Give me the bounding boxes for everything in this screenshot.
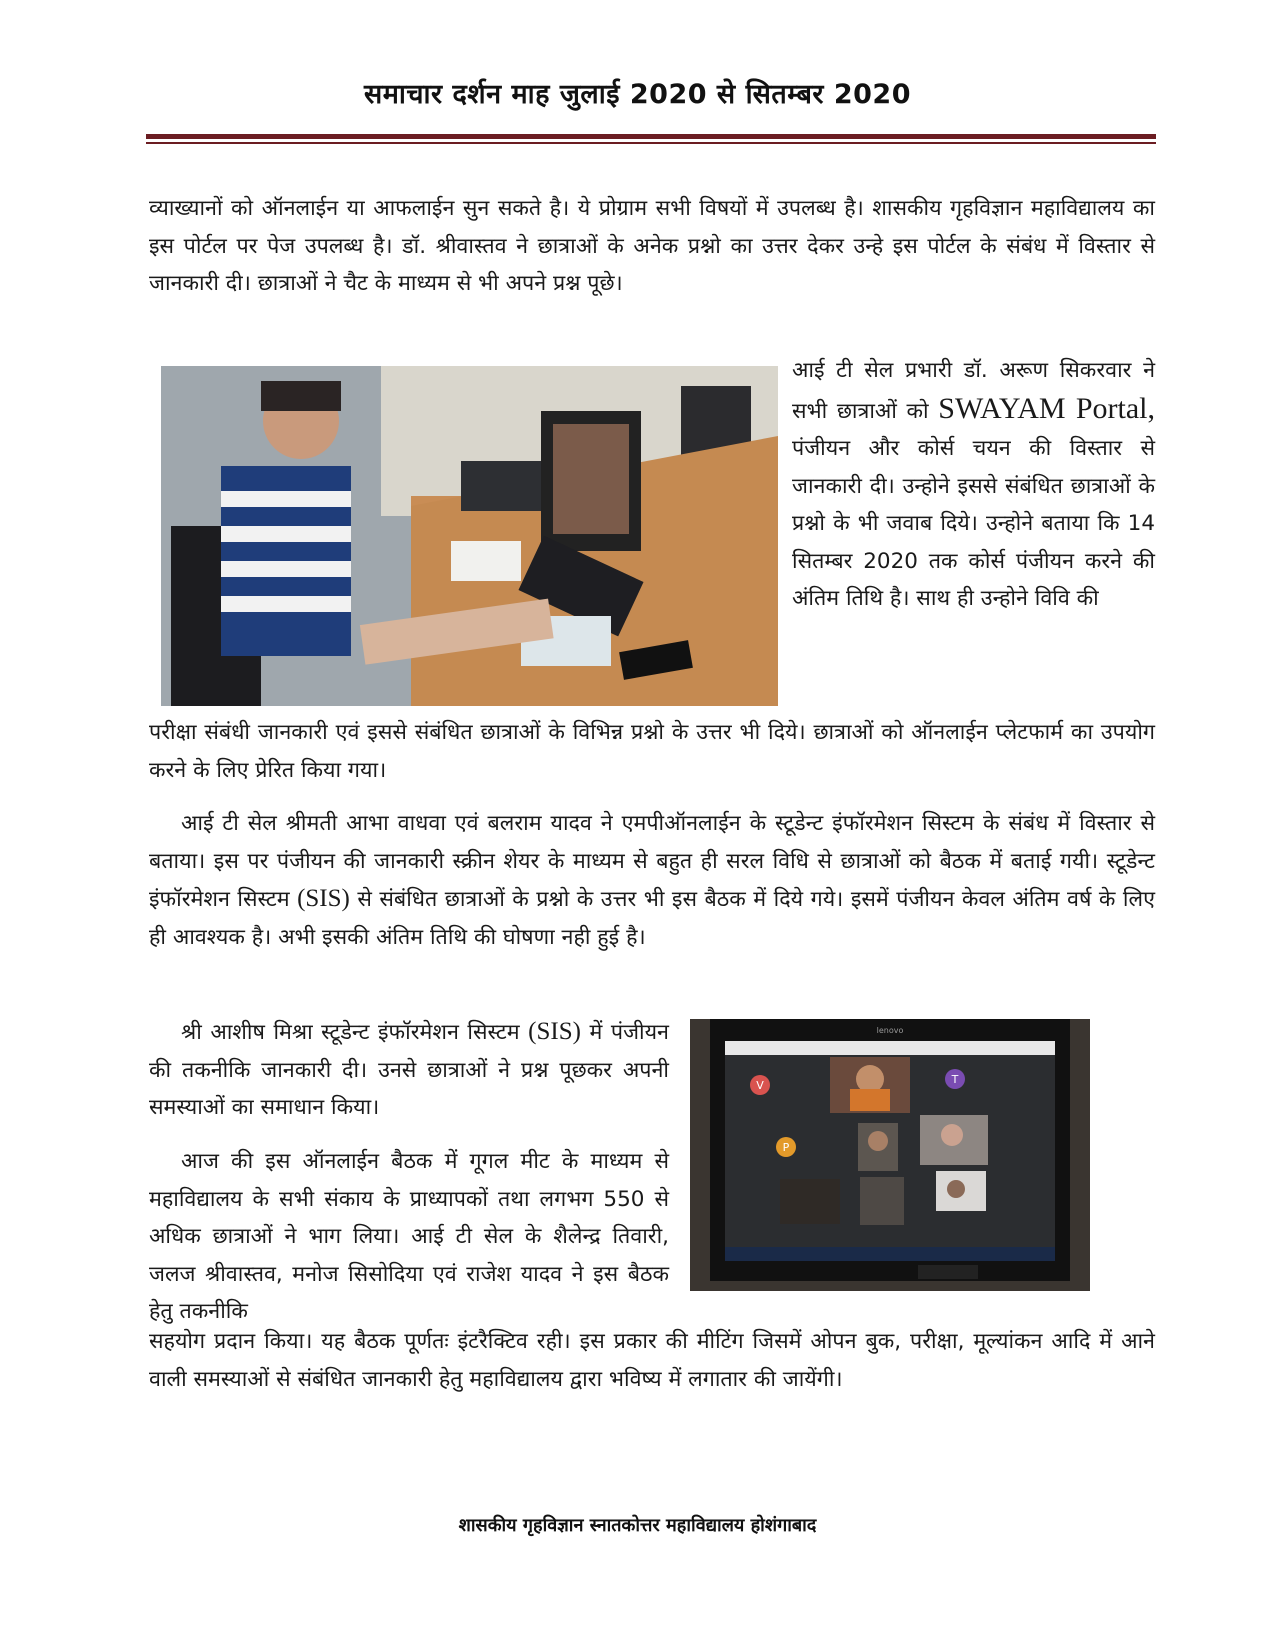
paragraph-5-text-a: आज की इस ऑनलाईन बैठक में गूगल मीट के माध्यम से महाविद्यालय के सभी संकाय के प्राध्यापकों तथा लगभग 550 से अधिक छात्राओं ने भाग लिया। आई टी सेल के शैलेन्द्र तिवारी, जलज श्रीवास्तव, मनोज सिसोदिया एवं राजेश यादव ने इस बैठक हेतु तकनीकि [149, 1149, 669, 1324]
paragraph-2-intro: आई टी सेल प्रभारी डॉ. अरूण सिकरवार ने सभी छात्राओं को [792, 358, 1155, 424]
monitor-brand: lenovo [876, 1026, 904, 1035]
paragraph-2-body: पंजीयन और कोर्स चयन की विस्तार से जानकारी दी। उन्होने इससे संबंधित छात्राओं के प्रश्नो के भी जवाब दिये। उन्होने बताया कि 14 सितम्बर 2020 तक कोर्स पंजीयन करने की अंतिम तिथि है। साथ ही उन्होने विवि की [792, 436, 1155, 611]
tile-letter-t: T [951, 1073, 959, 1086]
header-rule-thick [146, 134, 1156, 139]
paragraph-2-side [792, 352, 1155, 618]
paragraph-1: व्याख्यानों को ऑनलाईन या आफलाईन सुन सकते है। ये प्रोग्राम सभी विषयों में उपलब्ध है। शासकीय गृहविज्ञान महाविद्यालय का इस पोर्टल पर पेज उपलब्ध है। डॉ. श्रीवास्तव ने छात्राओं के अनेक प्रश्नो का उत्तर देकर उन्हे इस पोर्टल के संबंध में विस्तार से जानकारी दी। छात्राओं ने चैट के माध्यम से भी अपने प्रश्न पूछे। [149, 196, 1155, 296]
photo-it-cell-session [161, 366, 778, 706]
swayam-portal-text: SWAYAM Portal, [938, 391, 1155, 425]
footer-college-name: शासकीय गृहविज्ञान स्नातकोत्तर महाविद्यालय होशंगाबाद [458, 1515, 817, 1536]
paragraph-4-text-a: श्री आशीष मिश्रा स्टूडेन्ट इंफॉरमेशन सिस्टम [181, 1020, 520, 1045]
paragraph-4 [149, 1013, 669, 1127]
paragraph-5 [149, 1143, 669, 1331]
page-title: समाचार दर्शन माह जुलाई 2020 से सितम्बर 2020 [363, 79, 912, 110]
header-rule-thin [146, 142, 1156, 144]
paragraph-2-continued: परीक्षा संबंधी जानकारी एवं इससे संबंधित छात्राओं के विभिन्न प्रश्नो के उत्तर भी दिये। छात्राओं को ऑनलाईन प्लेटफार्म का उपयोग करने के लिए प्रेरित किया गया। [149, 720, 1155, 783]
paragraph-3-text-a: आई टी सेल श्रीमती आभा वाधवा एवं बलराम यादव ने एमपीऑनलाईन के स्टूडेन्ट इंफॉरमेशन सिस्टम के संबंध में विस्तार से बताया। इस पर पंजीयन की जानकारी स्क्रीन शेयर के माध्यम से बहुत ही सरल विधि से छात्राओं को बैठक में बताई गयी। स्टूडेन्ट इंफॉरमेशन सिस्टम [149, 811, 1155, 912]
paragraph-3 [149, 805, 1155, 956]
sis-abbrev-2: (SIS) [528, 1018, 581, 1045]
tile-letter-v: V [756, 1079, 764, 1092]
tile-letter-p: P [782, 1141, 790, 1154]
sis-abbrev: (SIS) [297, 885, 350, 912]
photo-google-meet-screen [690, 1019, 1090, 1291]
paragraph-4-text-b: में पंजीयन की तकनीकि जानकारी दी। उनसे छात्राओं ने प्रश्न पूछकर अपनी समस्याओं का समाधान किया। [149, 1020, 669, 1120]
paragraph-5-continued: सहयोग प्रदान किया। यह बैठक पूर्णतः इंटरैक्टिव रही। इस प्रकार की मीटिंग जिसमें ओपन बुक, परीक्षा, मूल्यांकन आदि में आने वाली समस्याओं से संबंधित जानकारी हेतु महाविद्यालय द्वारा भविष्य में लगातार की जायेंगी। [149, 1329, 1155, 1392]
paragraph-3-text-b: से संबंधित छात्राओं के प्रश्नो के उत्तर भी इस बैठक में दिये गये। इसमें पंजीयन केवल अंतिम वर्ष के लिए ही आवश्यक है। अभी इसकी अंतिम तिथि की घोषणा नही हुई है। [149, 887, 1155, 950]
